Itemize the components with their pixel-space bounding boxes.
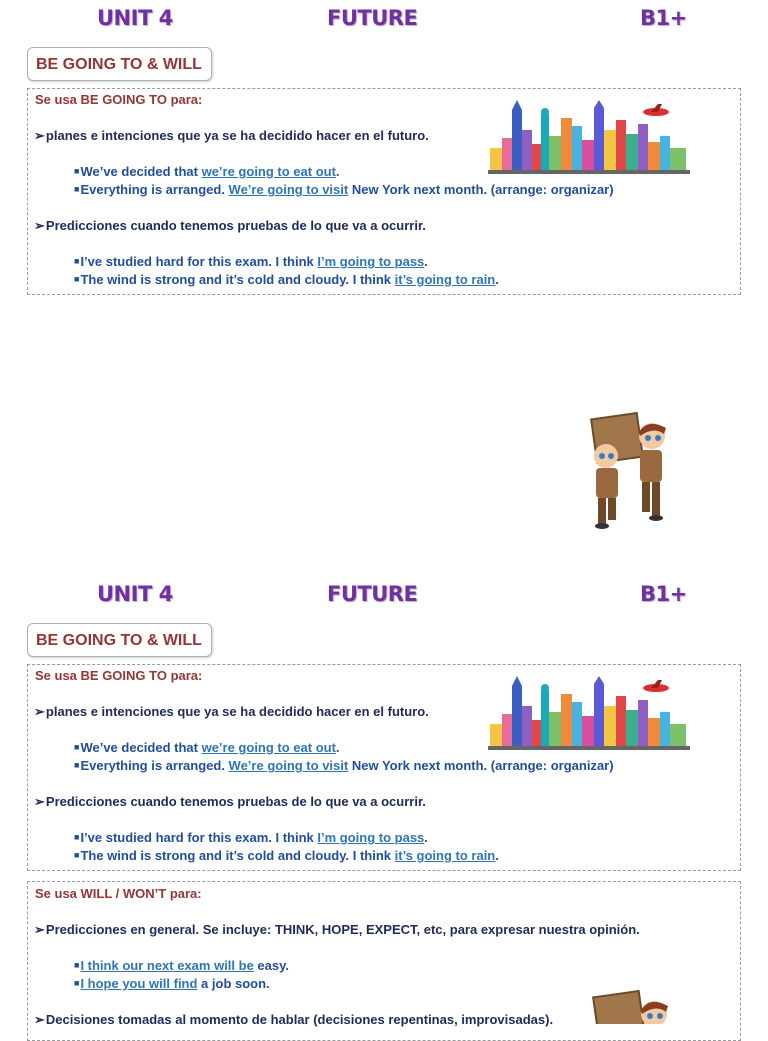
unit-heading: UNIT 4 (97, 6, 173, 30)
level-heading: B1+ (640, 582, 687, 606)
bullet-icon: ■ (74, 978, 80, 988)
unit-heading: UNIT 4 (97, 582, 173, 606)
airplane-icon (643, 104, 669, 116)
arrow-icon: ➢ (34, 704, 45, 719)
section-badge: BE GOING TO & WILL (27, 47, 212, 81)
box-carrying-mover-illustration (588, 412, 680, 530)
city-skyline-illustration (488, 100, 693, 175)
airplane-icon (643, 680, 669, 692)
example-line: ■I think our next exam will be easy. (74, 958, 289, 973)
going-to-point-1: ➢planes e intenciones que ya se ha decidido hacer en el futuro. (34, 704, 429, 719)
bullet-icon: ■ (74, 760, 80, 770)
example-line: ■I’ve studied hard for this exam. I think I’m going to pass. (74, 830, 428, 845)
section-badge: BE GOING TO & WILL (27, 623, 212, 657)
will-point-2: ➢Decisiones tomadas al momento de hablar (decisiones repentinas, improvisadas). (34, 1012, 554, 1027)
arrow-icon: ➢ (34, 794, 45, 809)
bullet-icon: ■ (74, 274, 80, 284)
example-line: ■Everything is arranged. We’re going to visit New York next month. (arrange: organizar) (74, 182, 614, 197)
bullet-icon: ■ (74, 742, 80, 752)
arrow-icon: ➢ (34, 128, 45, 143)
bullet-icon: ■ (74, 184, 80, 194)
going-to-point-2: ➢Predicciones cuando tenemos pruebas de lo que va a ocurrir. (34, 218, 426, 233)
will-label: Se usa WILL / WON’T para: (35, 886, 202, 901)
bullet-icon: ■ (74, 256, 80, 266)
going-to-point-1: ➢planes e intenciones que ya se ha decidido hacer en el futuro. (34, 128, 429, 143)
bullet-icon: ■ (74, 832, 80, 842)
arrow-icon: ➢ (34, 1012, 45, 1027)
example-line: ■We’ve decided that we’re going to eat out. (74, 740, 340, 755)
arrow-icon: ➢ (34, 218, 45, 233)
bullet-icon: ■ (74, 850, 80, 860)
going-to-label: Se usa BE GOING TO para: (35, 668, 203, 683)
bullet-icon: ■ (74, 166, 80, 176)
example-line: ■The wind is strong and it’s cold and cloudy. I think it’s going to rain. (74, 272, 499, 287)
will-point-1: ➢Predicciones en general. Se incluye: THINK, HOPE, EXPECT, etc, para expresar nuestra opinión. (34, 922, 640, 937)
going-to-label: Se usa BE GOING TO para: (35, 92, 203, 107)
topic-heading: FUTURE (327, 6, 418, 30)
example-line: ■Everything is arranged. We’re going to visit New York next month. (arrange: organizar) (74, 758, 614, 773)
going-to-point-2: ➢Predicciones cuando tenemos pruebas de lo que va a ocurrir. (34, 794, 426, 809)
level-heading: B1+ (640, 6, 687, 30)
example-line: ■We’ve decided that we’re going to eat out. (74, 164, 340, 179)
example-line: ■The wind is strong and it’s cold and cloudy. I think it’s going to rain. (74, 848, 499, 863)
example-line: ■I’ve studied hard for this exam. I think I’m going to pass. (74, 254, 428, 269)
bullet-icon: ■ (74, 960, 80, 970)
city-skyline-illustration (488, 676, 693, 751)
box-carrying-mover-illustration (590, 990, 682, 1024)
topic-heading: FUTURE (327, 582, 418, 606)
arrow-icon: ➢ (34, 922, 45, 937)
example-line: ■I hope you will find a job soon. (74, 976, 270, 991)
